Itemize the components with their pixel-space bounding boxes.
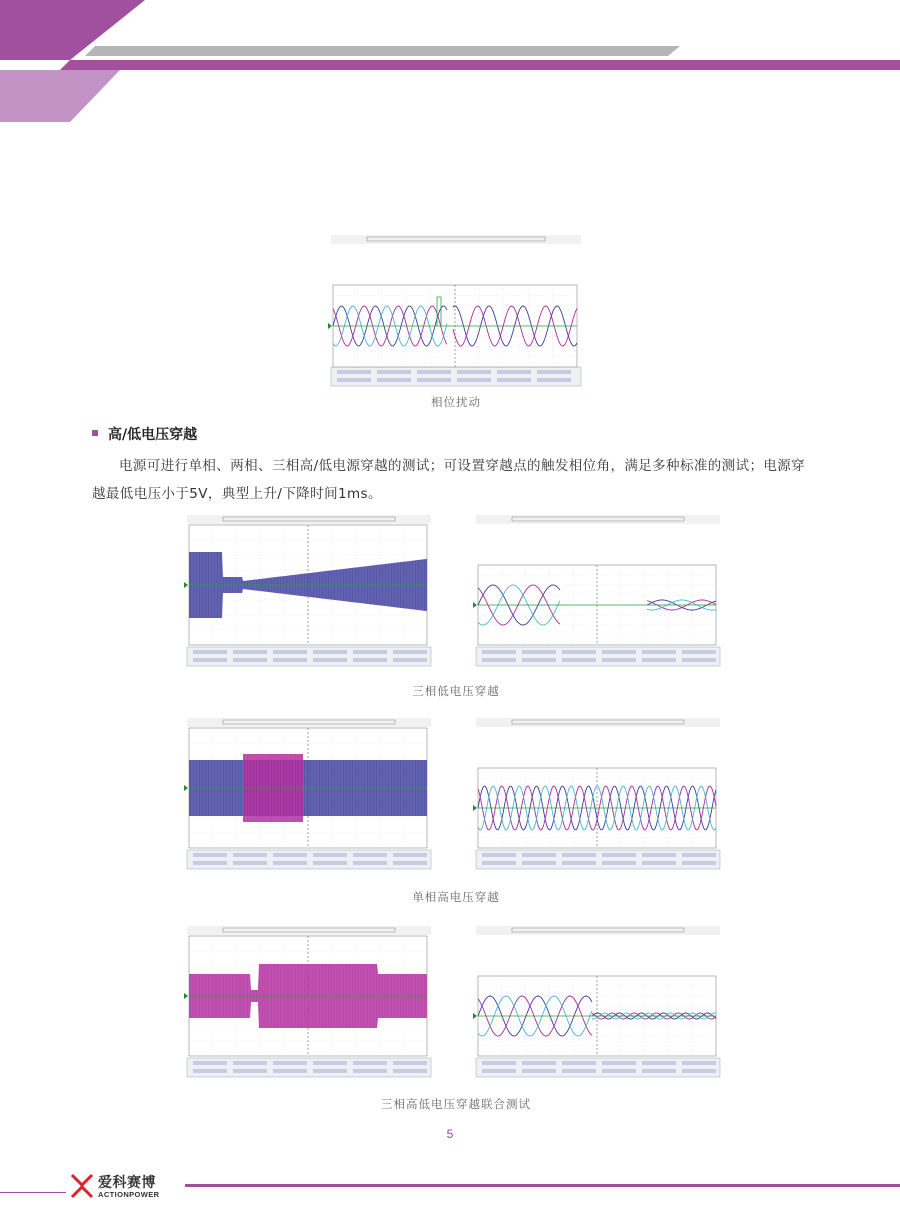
scope-topbar xyxy=(331,235,581,244)
scope-status-field xyxy=(193,1061,227,1065)
scope-status-field xyxy=(313,658,347,662)
scope-status-field xyxy=(682,650,716,654)
scope-status-field xyxy=(682,861,716,865)
scope-status-field xyxy=(313,861,347,865)
scope-status-field xyxy=(193,861,227,865)
scope-status-field xyxy=(562,853,596,857)
scope-status-field xyxy=(393,658,427,662)
scope-status-field xyxy=(522,658,556,662)
scope-status-field xyxy=(393,861,427,865)
scope-status-field xyxy=(537,370,571,374)
section-paragraph: 电源可进行单相、两相、三相高/低电源穿越的测试；可设置穿越点的触发相位角，满足多种标准的测试；电源穿越最低电压小于5V，典型上升/下降时间1ms。 xyxy=(92,458,806,502)
scope-status-field xyxy=(233,861,267,865)
scope-status-field xyxy=(273,658,307,662)
scope-status-field xyxy=(233,650,267,654)
scope-statusbar xyxy=(187,1058,431,1077)
scope-status-field xyxy=(353,658,387,662)
scope-status-field xyxy=(457,370,491,374)
scope-status-field xyxy=(273,1061,307,1065)
scope-single-high-main xyxy=(183,718,435,870)
scope-topbar xyxy=(476,718,720,727)
scope-status-field xyxy=(642,658,676,662)
scope-status-field xyxy=(482,650,516,654)
scope-status-field xyxy=(233,853,267,857)
scope-status-field xyxy=(273,1069,307,1073)
scope-status-field xyxy=(522,853,556,857)
scope-status-field xyxy=(313,1069,347,1073)
scope-status-field xyxy=(562,1069,596,1073)
scope-status-field xyxy=(457,378,491,382)
scope-status-field xyxy=(522,650,556,654)
scope-status-field xyxy=(417,370,451,374)
scope-status-field xyxy=(497,370,531,374)
scope-status-field xyxy=(497,378,531,382)
scope-status-field xyxy=(602,650,636,654)
scope-status-field xyxy=(393,1069,427,1073)
scope-status-field xyxy=(482,853,516,857)
scope-status-field xyxy=(562,861,596,865)
scope-status-field xyxy=(482,1061,516,1065)
logo-english-name: ACTIONPOWER xyxy=(98,1190,160,1199)
scope-status-field xyxy=(482,658,516,662)
scope-status-field xyxy=(417,378,451,382)
company-logo xyxy=(68,1170,188,1204)
scope-status-field xyxy=(482,1069,516,1073)
scope-topbar xyxy=(187,515,431,524)
scope-statusbar xyxy=(476,1058,720,1077)
scope-status-field xyxy=(522,1061,556,1065)
scope-status-field xyxy=(193,658,227,662)
scope-status-field xyxy=(353,650,387,654)
scope-topbar xyxy=(476,515,720,524)
scope-status-field xyxy=(537,378,571,382)
scope-single-high-zoom xyxy=(472,718,724,870)
scope-status-field xyxy=(393,1061,427,1065)
scope-status-field xyxy=(273,650,307,654)
bullet-square-icon xyxy=(92,430,98,436)
scope-three-low-main xyxy=(183,515,435,667)
scope-status-field xyxy=(562,658,596,662)
scope-status-field xyxy=(682,1069,716,1073)
scope-status-field xyxy=(337,378,371,382)
scope-status-field xyxy=(313,650,347,654)
scope-topbar xyxy=(476,926,720,935)
scope-status-field xyxy=(377,370,411,374)
scope-status-field xyxy=(642,1061,676,1065)
scope-statusbar xyxy=(187,647,431,666)
scope-status-field xyxy=(482,861,516,865)
scope-three-combined-zoom xyxy=(472,926,724,1078)
caption-three-combined: 三相高低电压穿越联合测试 xyxy=(381,1097,531,1111)
scope-status-field xyxy=(193,1069,227,1073)
caption-single-high: 单相高电压穿越 xyxy=(412,890,500,904)
scope-status-field xyxy=(353,1069,387,1073)
scope-status-field xyxy=(522,861,556,865)
scope-status-field xyxy=(273,861,307,865)
scope-three-low-zoom xyxy=(472,515,724,667)
scope-status-field xyxy=(642,861,676,865)
scope-topbar xyxy=(187,926,431,935)
scope-status-field xyxy=(353,861,387,865)
logo-chinese-name: 爱科赛博 xyxy=(98,1175,156,1191)
scope-status-field xyxy=(682,1061,716,1065)
scope-status-field xyxy=(193,650,227,654)
scope-statusbar xyxy=(187,850,431,869)
header-decoration xyxy=(0,0,900,130)
section-heading xyxy=(92,424,197,444)
scope-status-field xyxy=(602,1061,636,1065)
scope-three-combined-main xyxy=(183,926,435,1078)
scope-status-field xyxy=(313,853,347,857)
scope-status-field xyxy=(522,1069,556,1073)
scope-status-field xyxy=(682,658,716,662)
logo-mark-icon xyxy=(70,1173,94,1199)
scope-topbar xyxy=(187,718,431,727)
page-number: 5 xyxy=(446,1127,454,1141)
scope-status-field xyxy=(682,853,716,857)
scope-status-field xyxy=(642,1069,676,1073)
scope-status-field xyxy=(602,658,636,662)
scope-status-field xyxy=(393,650,427,654)
scope-status-field xyxy=(233,1069,267,1073)
scope-status-field xyxy=(562,650,596,654)
scope-phase-disturbance xyxy=(327,235,585,387)
scope-status-field xyxy=(393,853,427,857)
scope-status-field xyxy=(337,370,371,374)
scope-statusbar xyxy=(331,367,581,386)
scope-status-field xyxy=(233,658,267,662)
scope-status-field xyxy=(562,1061,596,1065)
scope-status-field xyxy=(193,853,227,857)
section-title: 高/低电压穿越 xyxy=(108,427,198,443)
scope-status-field xyxy=(642,853,676,857)
scope-status-field xyxy=(233,1061,267,1065)
scope-status-field xyxy=(602,861,636,865)
scope-status-field xyxy=(353,1061,387,1065)
scope-status-field xyxy=(642,650,676,654)
scope-status-field xyxy=(273,853,307,857)
scope-status-field xyxy=(377,378,411,382)
caption-three-low: 三相低电压穿越 xyxy=(412,684,500,698)
scope-status-field xyxy=(602,1069,636,1073)
scope-status-field xyxy=(313,1061,347,1065)
scope-status-field xyxy=(353,853,387,857)
scope-statusbar xyxy=(476,850,720,869)
caption-phase-disturbance: 相位扰动 xyxy=(431,395,481,409)
scope-status-field xyxy=(602,853,636,857)
scope-statusbar xyxy=(476,647,720,666)
